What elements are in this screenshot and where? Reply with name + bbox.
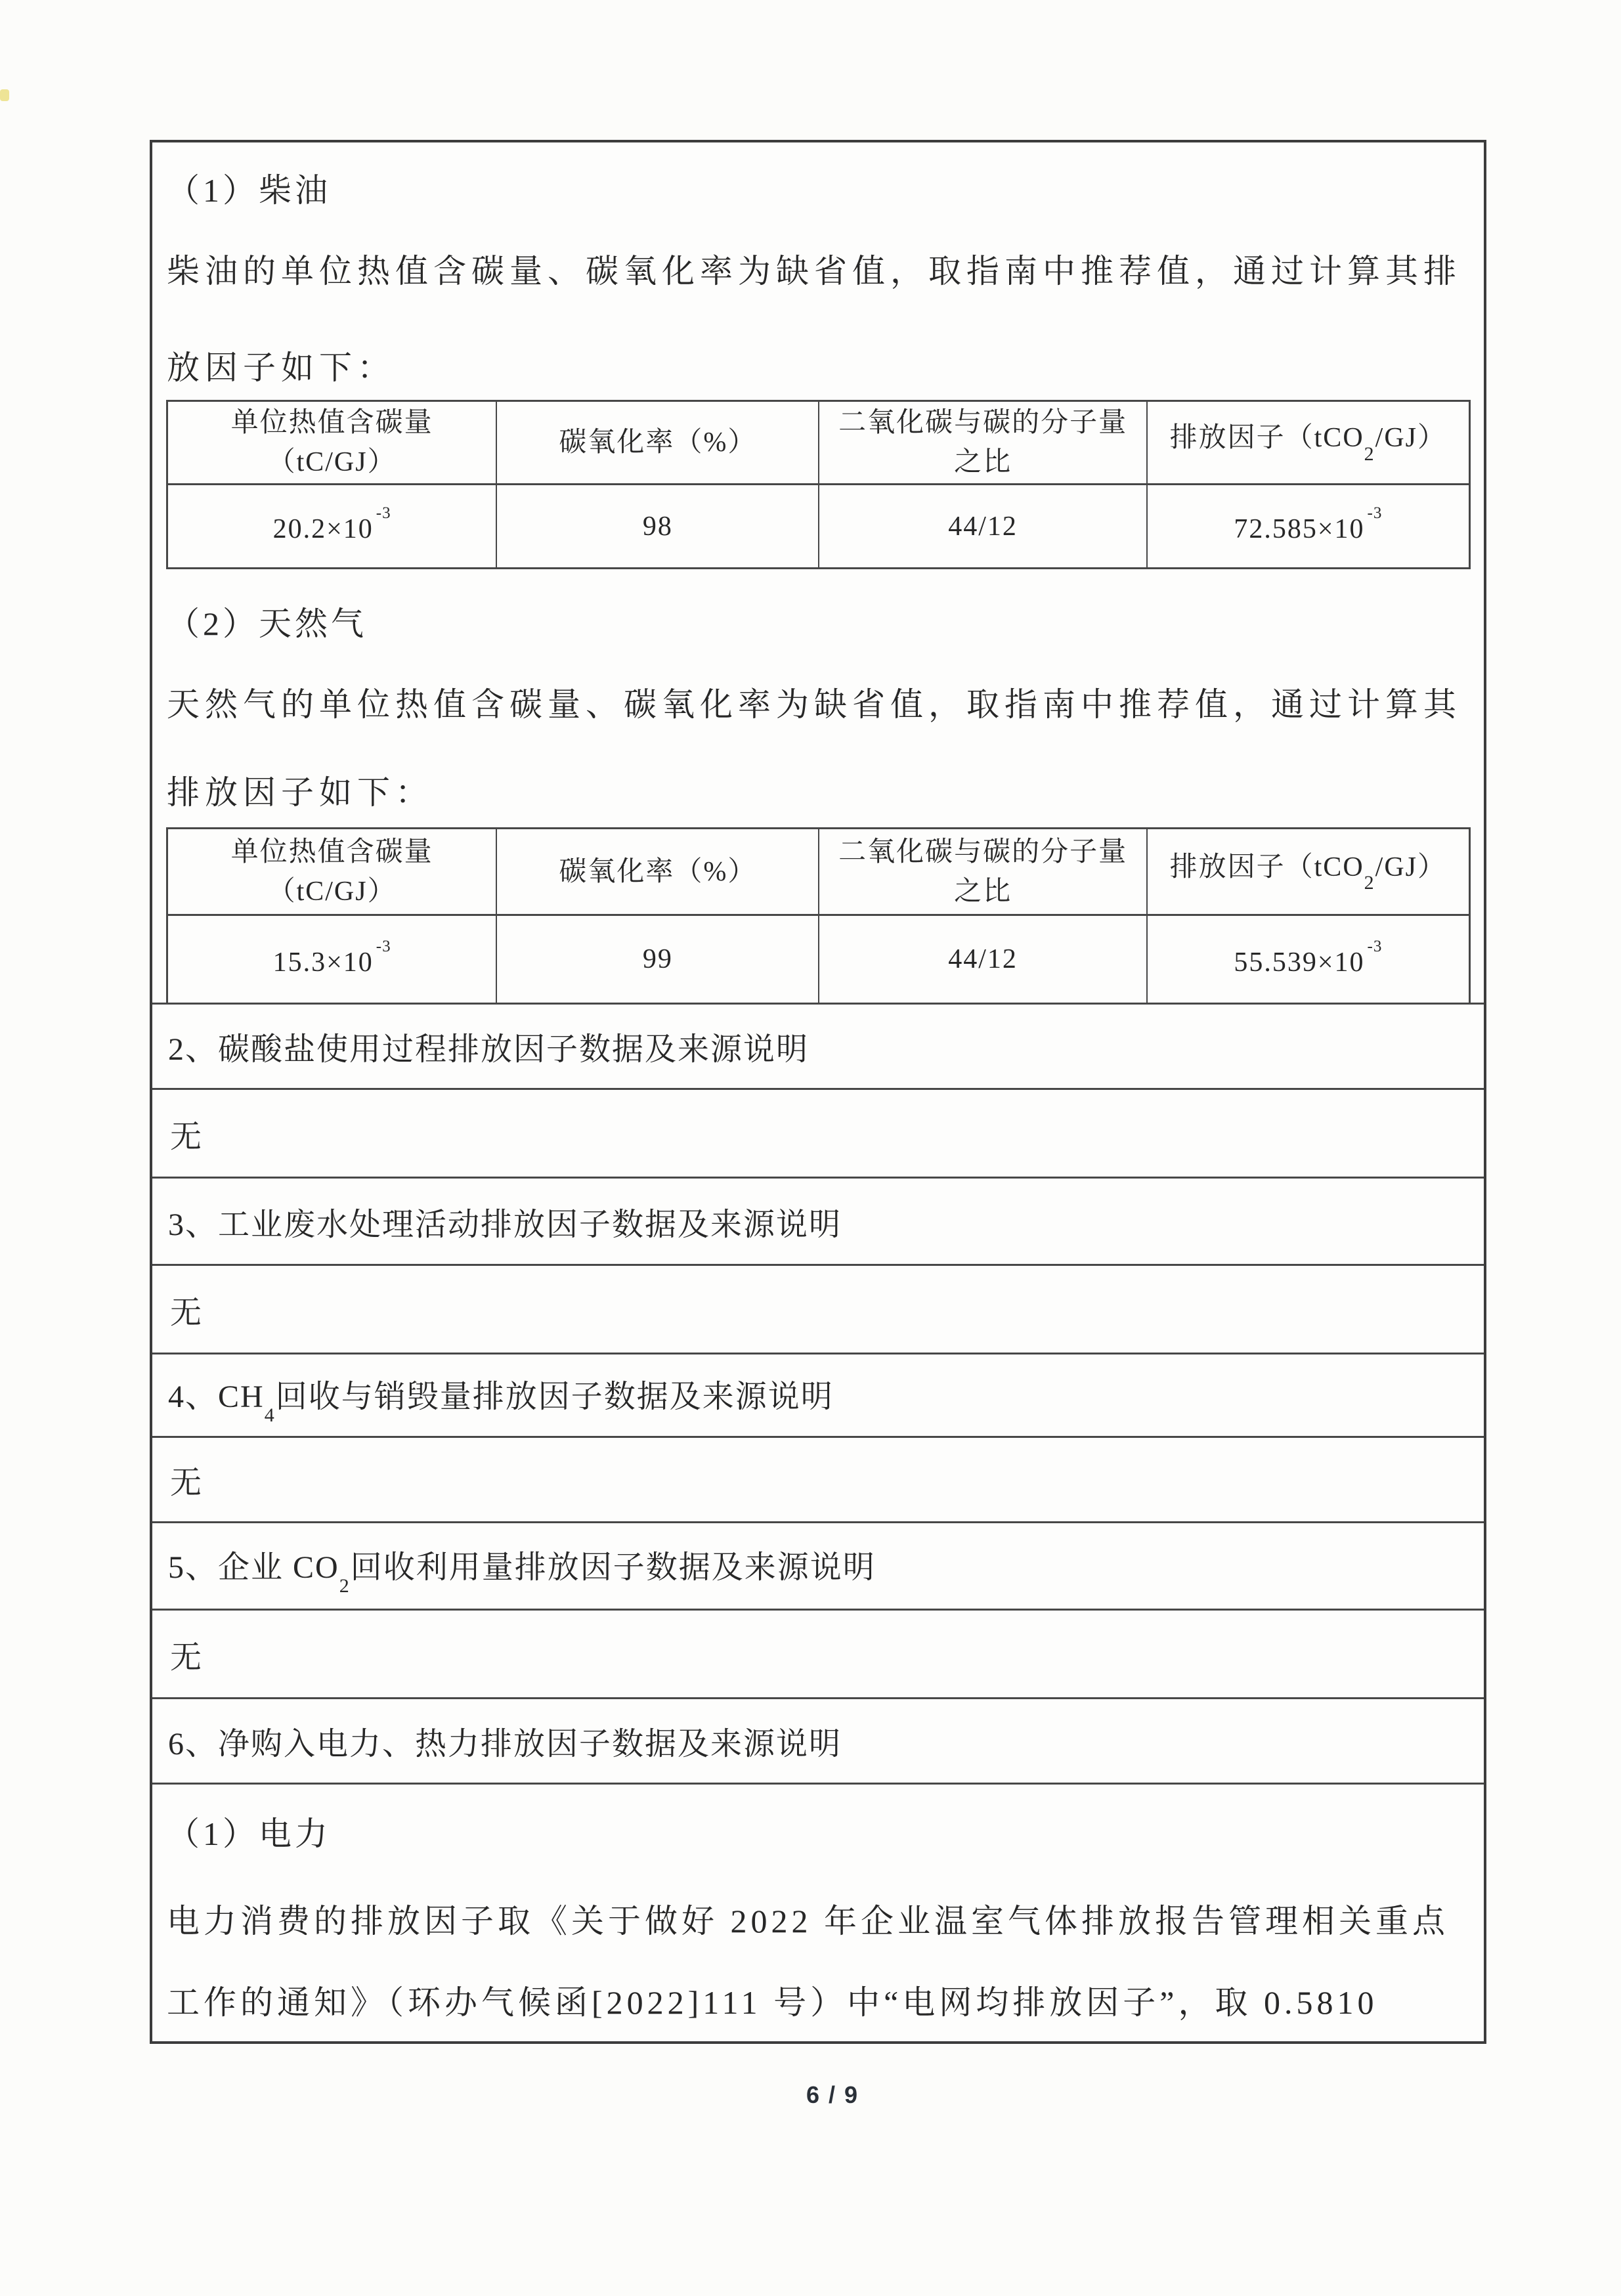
header-text-post: /GJ） <box>1375 852 1447 882</box>
section-heading-wastewater <box>152 1177 1484 1264</box>
value <box>273 504 391 549</box>
value: 44/12 <box>948 511 1018 542</box>
section-content-ch4-recovery <box>152 1436 1484 1521</box>
header-emission-factor <box>1146 829 1469 914</box>
value: 44/12 <box>948 944 1018 974</box>
section-content-text: 无 <box>170 1465 204 1500</box>
header-line: 碳氧化率（%） <box>559 856 757 887</box>
section-title: 3、工业废水处理活动排放因子数据及来源说明 <box>168 1207 842 1242</box>
header-text-pre: 排放因子（tCO <box>1169 423 1364 454</box>
header-co2-carbon-molecular-ratio <box>818 402 1146 483</box>
scan-artifact-mark <box>0 89 9 101</box>
section-content-co2-recovery <box>152 1609 1484 1697</box>
natural-gas-carbon-content-cell <box>168 916 496 1003</box>
header-text-post: /GJ） <box>1375 423 1447 454</box>
header-line <box>1170 418 1446 466</box>
title-post: 回收利用量排放因子数据及来源说明 <box>350 1550 876 1586</box>
section-title: 2、碳酸盐使用过程排放因子数据及来源说明 <box>168 1032 810 1067</box>
section-content-text: 无 <box>170 1119 204 1154</box>
header-line: 单位热值含碳量 <box>230 408 433 438</box>
header-line: （tC/GJ） <box>267 876 397 907</box>
diesel-oxidation-rate-cell <box>496 485 818 567</box>
co2-subscript: 2 <box>1364 443 1374 465</box>
section-heading-co2-recovery <box>152 1521 1484 1609</box>
header-text-pre: 排放因子（tCO <box>1169 852 1364 882</box>
section-heading-purchased-power <box>152 1697 1484 1783</box>
value-exponent: -3 <box>1367 504 1383 522</box>
value-base: 15.3×10 <box>272 947 374 978</box>
co2-subscript: 2 <box>339 1574 349 1597</box>
natural-gas-paragraph-line-1: 天然气的单位热值含碳量、碳氧化率为缺省值，取指南中推荐值，通过计算其 <box>167 686 1461 723</box>
header-line: 碳氧化率（%） <box>559 427 757 458</box>
natural-gas-item-title: （2）天然气 <box>167 605 367 642</box>
value <box>273 937 391 982</box>
section-title: 6、净购入电力、热力排放因子数据及来源说明 <box>168 1727 842 1762</box>
natural-gas-table-value-row <box>168 916 1469 1003</box>
section-content-text: 无 <box>170 1639 204 1675</box>
value-exponent: -3 <box>376 937 391 955</box>
header-line: 单位热值含碳量 <box>230 836 433 867</box>
header-line: 二氧化碳与碳的分子量 <box>838 408 1128 438</box>
diesel-carbon-content-cell <box>168 485 496 567</box>
title-pre: 5、企业 CO <box>168 1550 339 1586</box>
value-base: 55.539×10 <box>1234 947 1365 978</box>
section-fuel-emission-factors <box>152 142 1484 1003</box>
section-content-wastewater <box>152 1264 1484 1353</box>
header-line: 二氧化碳与碳的分子量 <box>838 836 1128 867</box>
title-post: 回收与销毁量排放因子数据及来源说明 <box>275 1379 834 1415</box>
section-title <box>168 1371 834 1426</box>
natural-gas-ratio-cell <box>818 916 1146 1003</box>
diesel-paragraph-line-2: 放因子如下： <box>167 349 395 386</box>
header-emission-factor <box>1146 402 1469 483</box>
header-heat-value-carbon-content <box>168 402 496 483</box>
diesel-table-value-row <box>168 485 1469 567</box>
section-heading-carbonate <box>152 1003 1484 1088</box>
document-border-box <box>150 140 1486 2044</box>
value-base: 20.2×10 <box>272 514 374 544</box>
natural-gas-emission-factor-cell <box>1146 916 1469 1003</box>
section-content-text: 无 <box>170 1295 204 1330</box>
value <box>1234 937 1382 982</box>
natural-gas-factor-table <box>166 827 1471 1003</box>
electricity-paragraph-line-2: 工作的通知》（环办气候函[2022]111 号）中“电网均排放因子”，取 0.5810 <box>167 1984 1378 2021</box>
diesel-item-title: （1）柴油 <box>167 172 331 209</box>
electricity-paragraph-line-1: 电力消费的排放因子取《关于做好 2022 年企业温室气体排放报告管理相关重点 <box>167 1903 1449 1939</box>
diesel-paragraph-line-1: 柴油的单位热值含碳量、碳氧化率为缺省值，取指南中推荐值，通过计算其排 <box>167 253 1461 290</box>
electricity-item-title: （1）电力 <box>167 1815 331 1852</box>
value: 99 <box>642 944 673 974</box>
page-number: 6 / 9 <box>806 2081 859 2108</box>
header-co2-carbon-molecular-ratio <box>818 829 1146 914</box>
section-content-purchased-power <box>152 1783 1484 2041</box>
value-exponent: -3 <box>1367 937 1383 955</box>
header-carbon-oxidation-rate <box>496 829 818 914</box>
value: 98 <box>642 511 673 542</box>
section-title <box>168 1542 876 1597</box>
value-exponent: -3 <box>376 504 391 522</box>
section-heading-ch4-recovery <box>152 1353 1484 1436</box>
value <box>1234 504 1382 549</box>
header-carbon-oxidation-rate <box>496 402 818 483</box>
title-pre: 4、CH <box>168 1379 265 1415</box>
ch4-subscript: 4 <box>264 1404 274 1426</box>
section-content-carbonate <box>152 1088 1484 1177</box>
header-line <box>1170 848 1446 896</box>
diesel-factor-table <box>166 400 1471 569</box>
natural-gas-oxidation-rate-cell <box>496 916 818 1003</box>
header-line: 之比 <box>954 447 1012 477</box>
header-line: （tC/GJ） <box>267 447 397 477</box>
natural-gas-paragraph-line-2: 排放因子如下： <box>167 774 433 811</box>
diesel-ratio-cell <box>818 485 1146 567</box>
header-heat-value-carbon-content <box>168 829 496 914</box>
natural-gas-table-header-row <box>168 829 1469 916</box>
co2-subscript: 2 <box>1364 872 1374 894</box>
diesel-emission-factor-cell <box>1146 485 1469 567</box>
value-base: 72.585×10 <box>1234 514 1365 544</box>
header-line: 之比 <box>954 876 1012 907</box>
diesel-table-header-row <box>168 402 1469 485</box>
